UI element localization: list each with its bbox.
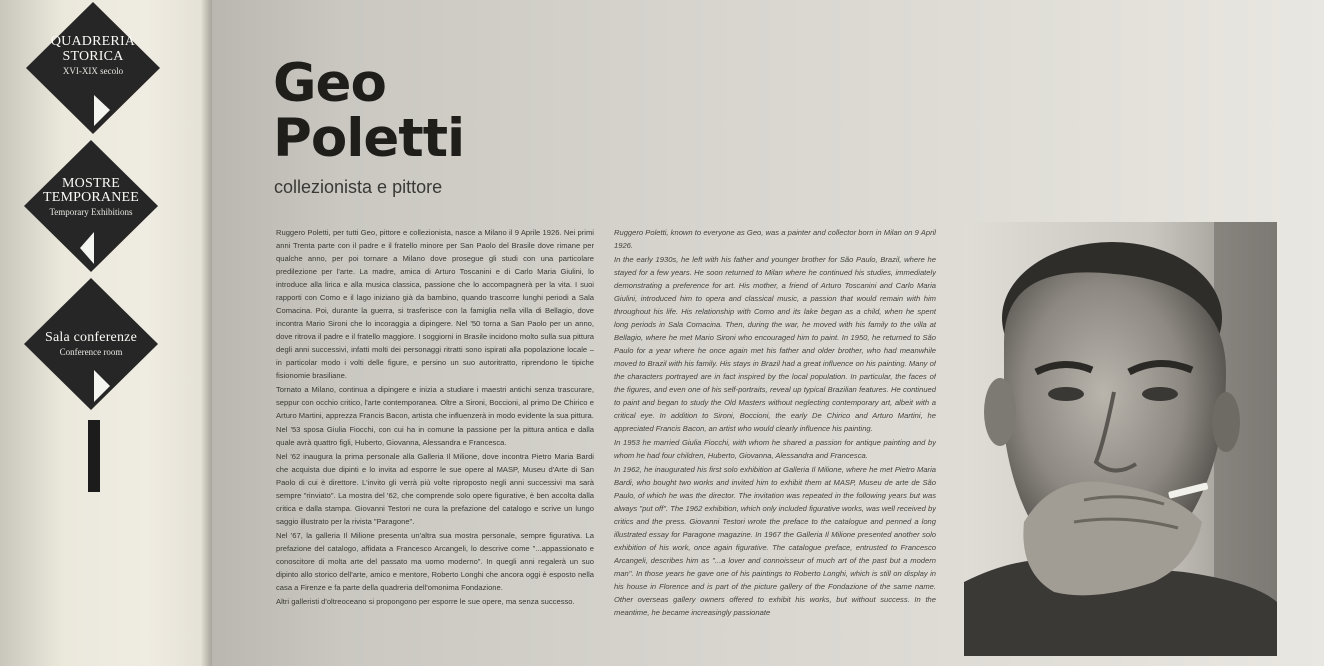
sign-quadreria-storica	[26, 2, 160, 134]
sign-mostre-temporanee	[24, 140, 158, 272]
paragraph: Tornato a Milano, continua a dipingere e inizia a studiare i maestri antichi senza trascurare, seppur con occhio critico, l'arte contemporanea. Oltre a Sironi, Boccioni, al primo De Chirico e Arturo Martini, apprezza Francis Bacon, artista che influenzerà in modo evidente la sua pittura.	[276, 385, 594, 420]
paragraph: Nel '67, la galleria Il Milione presenta un'altra sua mostra personale, sempre figurativa. La prefazione del catalogo, affidata a Francesco Arcangeli, lo descrive come "...appassionato e conoscitore di molta arte del passato ma uomo moderno". In quegli anni regalerà un suo dipinto allo storico dell'arte, amico e mentore, Roberto Longhi che ancora oggi è esposto nella casa a Firenze e fa parte della quadreria dell'omonima Fondazione.	[276, 531, 594, 592]
paragraph: In the early 1930s, he left with his father and younger brother for São Paulo, Brazil, where he stayed for a few years. He soon returned to Milan where he continued his studies, immediately demonstrating a preference for art. His mother, a friend of Arturo Toscanini and Carlo Maria Giulini, introduced him to opera and classical music, a passion that would remain with him throughout his life. His relationship with Como and its lake began as a child, when he spent long periods in Sala Comacina. Then, during the war, he moved with his family to the villa at Bellagio, where he met Mario Sironi who encouraged him to paint. In 1950, he returned to São Paulo for a year where he once again met his father and older brother, who had meanwhile moved to Brazil with his family. His stays in Brazil had a great influence on his painting. Many of the characters portrayed are in fact inspired by the local population. In particular, the faces of the figures, and even one of his self-portraits, reveal up typical Brazilian features. He continued to paint and began to study the Old Masters without neglecting contemporary art, albeit with a critical eye. In addition to Sironi, Boccioni, the early De Chirico and Arturo Martini, he appreciated Francis Bacon, an artist who would clearly influence his painting.	[614, 255, 936, 433]
sign-sala-conferenze	[24, 278, 158, 410]
english-text-column	[614, 226, 936, 666]
panel-title	[273, 53, 465, 169]
paragraph: In 1953 he married Giulia Fiocchi, with whom he shared a passion for antique painting and by whom he had four children, Huberto, Giovanna, Alessandra and Francesca.	[614, 438, 936, 460]
sign-post	[88, 420, 100, 492]
panel-subtitle: collezionista e pittore	[274, 177, 443, 197]
italian-text-column	[276, 226, 594, 666]
sign-title-line2: STORICA	[62, 49, 124, 64]
portrait-photo	[964, 222, 1277, 656]
sign-subtitle: XVI-XIX secolo	[62, 66, 124, 76]
diamond-sign-shape	[24, 140, 158, 272]
paragraph: Nel '53 sposa Giulia Fiocchi, con cui ha in comune la passione per la pittura antica e dalla quale avrà quattro figli, Huberto, Giovanna, Alessandra e Francesca.	[276, 425, 594, 447]
sign-title-line1: Sala conferenze	[45, 330, 137, 345]
sign-title-line2: TEMPORANEE	[42, 190, 140, 205]
sign-title-line1: QUADRERIA	[50, 34, 136, 49]
sign-title-line1: MOSTRE	[62, 176, 120, 191]
paragraph: Nel '62 inaugura la prima personale alla Galleria Il Milione, dove incontra Pietro Maria Bardi che acquista due dipinti e lo invita ad esporre le sue opere al MASP, Museu d'Arte di San Paolo di cui è direttore. L'invito gli verrà più volte riproposto negli anni successivi ma sarà sempre "rinviato". La mostra del '62, che comprende solo opere figurative, è ben accolta dalla critica e dalla stampa. Giovanni Testori ne cura la prefazione del catalogo e scrive un lungo saggio illustrato per la rivista "Paragone".	[276, 452, 594, 526]
title-line-2: Poletti	[273, 108, 465, 169]
portrait-illustration	[964, 222, 1277, 656]
sign-subtitle: Temporary Exhibitions	[49, 207, 133, 217]
title-line-1: Geo	[273, 53, 386, 114]
paragraph: Ruggero Poletti, per tutti Geo, pittore e collezionista, nasce a Milano il 9 Aprile 1926. Nei primi anni Trenta parte con il padre e il fratello minore per San Paolo del Brasile dove rimane per qualche anno, per poi tornare a Milano dove prosegue gli studi con una particolare predilezione per l'arte. La madre, amica di Arturo Toscanini e di Carlo Maria Giulini, lo introduce alla lirica e alla musica classica, passione che lo accompagnerà per la vita. I suoi rapporti con Como e il lago iniziano già da bambino, quando trascorre lunghi periodi a Sala Comacina. Poi, durante la guerra, si trasferisce con la famiglia nella villa di Bellagio, dove incontra Mario Sironi che lo incoraggia a dipingere. Nel '50 torna a San Paolo per un anno, dove ritrova il padre e il fratello maggiore. I soggiorni in Brasile incidono molto sulla sua pittura degli anni successivi, infatti molti dei personaggi ritratti sono ispirati alla popolazione locale – in particolar modo i volti delle figure, e persino un suo autoritratto, riprendono le tipiche fisionomie brasiliane.	[276, 228, 594, 380]
paragraph: Altri galleristi d'oltreoceano si propongono per esporre le sue opere, ma senza successo.	[276, 597, 575, 606]
sign-subtitle: Conference room	[59, 347, 123, 357]
paragraph: In 1962, he inaugurated his first solo exhibition at Galleria Il Milione, where he met Pietro Maria Bardi, who bought two works and invited him to exhibit them at MASP, Museu de arte de São Paulo, of which he was the director. The invitation was repeated in the following years but was always "put off". The 1962 exhibition, which only included figurative works, was well received by critics and the press. Giovanni Testori wrote the preface to the catalogue and penned a long illustrated essay for Paragone magazine. In 1967 the Galleria Il Milione presented another solo exhibition of his work, once again figurative. The catalogue preface, entrusted to Francesco Arcangeli, describes him as "...a lover and connoisseur of much art of the past but a modern man". In those years he gave one of his paintings to Roberto Longhi, which is still on display in his house in Florence and is part of the picture gallery of the Fondazione of the same name. Other overseas gallery owners offered to exhibit his works, but without success. In the meantime, he became increasingly passionate	[614, 465, 936, 617]
paragraph: Ruggero Poletti, known to everyone as Geo, was a painter and collector born in Milan on 9 April 1926.	[614, 228, 936, 250]
